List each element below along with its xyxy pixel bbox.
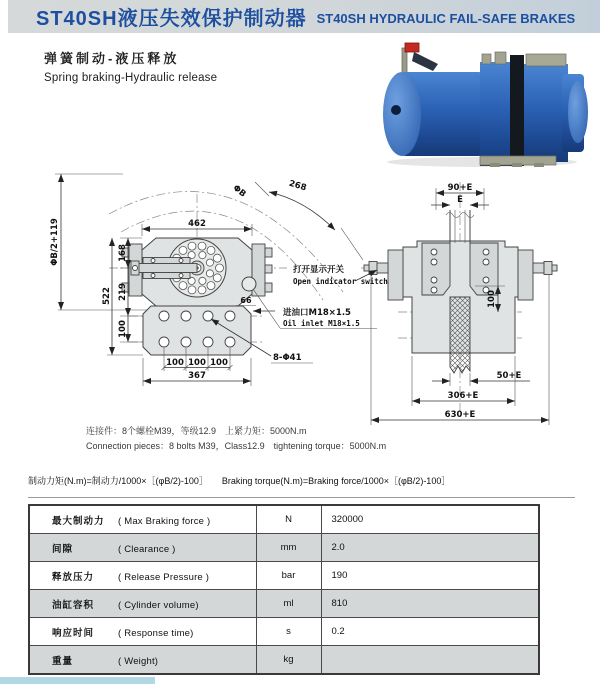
callout-oil-en: Oil inlet M18×1.5 bbox=[283, 319, 360, 328]
row-value: 0.2 bbox=[321, 618, 539, 646]
row-label-zh: 重量 bbox=[52, 655, 74, 667]
table-row bbox=[29, 505, 539, 534]
table-row bbox=[29, 590, 539, 618]
subtitle-zh: 弹簧制动-液压释放 bbox=[44, 51, 180, 66]
row-value: 2.0 bbox=[321, 534, 539, 562]
row-label-en: ( Max Braking force ) bbox=[118, 515, 211, 527]
red-clamp bbox=[405, 43, 419, 52]
dim-306e: 306+E bbox=[447, 391, 479, 401]
row-label-en: ( Weight) bbox=[118, 655, 159, 667]
formula-en: Braking torque(N.m)=Braking force/1000×［(φB/2)-100］ bbox=[221, 476, 451, 486]
dim-168: 168 bbox=[118, 244, 128, 262]
dim-462: 462 bbox=[188, 219, 206, 229]
formula-zh: 制动力矩(N.m)=制动力/1000×［(φB/2)-100］ bbox=[28, 476, 208, 486]
table-row bbox=[29, 562, 539, 590]
footer-accent-bar bbox=[0, 677, 155, 684]
dim-phib2-119: ΦB/2+119 bbox=[50, 218, 60, 266]
row-unit: kg bbox=[256, 646, 321, 675]
row-label-zh: 间隙 bbox=[52, 543, 74, 555]
dim-268: 268 bbox=[287, 178, 308, 194]
row-unit: bar bbox=[256, 562, 321, 590]
dim-phib: ΦB bbox=[230, 183, 248, 200]
dim-630e: 630+E bbox=[444, 410, 476, 420]
note-en: Connection pieces：8 bolts M39，Class12.9 tightening torque：5000N.m bbox=[86, 441, 387, 451]
row-value: 320000 bbox=[321, 505, 539, 534]
spec-table bbox=[28, 504, 540, 675]
note-zh: 连接件：8个螺栓M39，等级12.9 上紧力矩：5000N.m bbox=[86, 426, 307, 436]
row-label-zh: 响应时间 bbox=[52, 627, 95, 639]
row-label-zh: 释放压力 bbox=[52, 571, 95, 583]
dim-8-phi41: 8-Φ41 bbox=[273, 353, 302, 363]
brake-photo-art bbox=[383, 43, 588, 167]
dim-367: 367 bbox=[188, 371, 206, 381]
indicator-switch-bolt bbox=[364, 262, 388, 275]
row-value: 810 bbox=[321, 590, 539, 618]
row-label-en: ( Response time) bbox=[118, 627, 194, 639]
row-unit: ml bbox=[256, 590, 321, 618]
row-value bbox=[321, 646, 539, 675]
row-value: 190 bbox=[321, 562, 539, 590]
row-label-en: ( Cylinder volume) bbox=[118, 599, 199, 611]
callout-switch-zh: 打开显示开关 bbox=[293, 265, 345, 275]
row-unit: mm bbox=[256, 534, 321, 562]
dim-219: 219 bbox=[118, 283, 128, 301]
page-title-en: ST40SH HYDRAULIC FAIL-SAFE BRAKES bbox=[316, 10, 576, 26]
table-row bbox=[29, 646, 539, 675]
callout-oil-zh: 进油口M18×1.5 bbox=[283, 308, 351, 318]
right-drum bbox=[524, 64, 568, 162]
row-unit: s bbox=[256, 618, 321, 646]
divider-rule bbox=[28, 497, 575, 498]
brake-disc-gap bbox=[510, 55, 524, 166]
technical-drawing bbox=[25, 168, 600, 430]
lever-handle bbox=[412, 52, 438, 71]
subtitle-en: Spring braking-Hydraulic release bbox=[44, 72, 218, 84]
table-row bbox=[29, 534, 539, 562]
dim-100-a: 100 bbox=[166, 358, 184, 368]
subtitle-block bbox=[44, 48, 217, 84]
dim-522: 522 bbox=[102, 287, 112, 305]
dim-50e: 50+E bbox=[496, 371, 522, 381]
page-header bbox=[8, 0, 600, 33]
table-row bbox=[29, 618, 539, 646]
brake-disc-section bbox=[450, 297, 470, 373]
row-label-zh: 最大制动力 bbox=[52, 515, 105, 527]
page-title-zh: ST40SH液压失效保护制动器 bbox=[36, 8, 307, 30]
dim-100-side: 100 bbox=[487, 290, 497, 308]
callout-oil-inlet bbox=[253, 289, 377, 329]
dim-90e: 90+E bbox=[447, 183, 473, 193]
row-label-en: ( Clearance ) bbox=[118, 543, 176, 555]
product-photo bbox=[362, 40, 588, 168]
row-unit: N bbox=[256, 505, 321, 534]
row-label-zh: 油缸容积 bbox=[52, 599, 95, 611]
right-bolt bbox=[533, 262, 557, 275]
connection-notes bbox=[86, 424, 386, 454]
dim-100-b: 100 bbox=[188, 358, 206, 368]
oil-inlet-port bbox=[242, 277, 256, 291]
dim-66: 66 bbox=[240, 296, 252, 305]
dim-100-left: 100 bbox=[118, 320, 128, 338]
dim-e: E bbox=[457, 195, 463, 205]
dim-100-c: 100 bbox=[210, 358, 228, 368]
callout-switch-en: Open indicator switch bbox=[293, 277, 388, 286]
side-view bbox=[361, 182, 559, 425]
braking-torque-formula bbox=[28, 474, 464, 487]
row-label-en: ( Release Pressure ) bbox=[118, 571, 210, 583]
